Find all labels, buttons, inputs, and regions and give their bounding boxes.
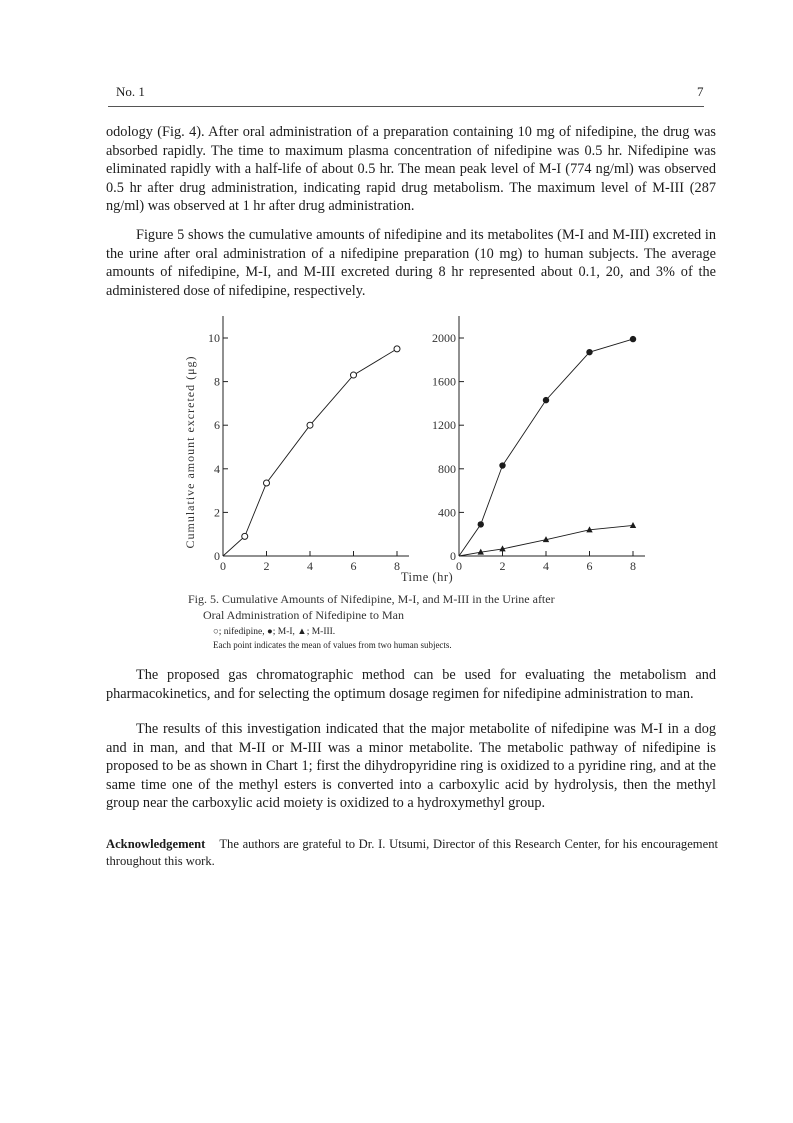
body-paragraph-3: The proposed gas chromatographic method can be used for evaluating the metabolism and pharmacokinetics, and for selecting the optimum dosage regimen for nifedipine administration to man. [106,667,716,702]
x-tick-label: 8 [630,559,636,573]
data-point [307,422,313,428]
figure-legend: ○; nifedipine, ●; M-I, ▲; M-III. [213,627,336,637]
data-point [586,349,592,355]
y-tick-label: 10 [208,331,220,345]
x-tick-label: 4 [543,559,549,573]
right-panel [432,316,645,573]
x-tick-label: 0 [220,559,226,573]
y-tick-label: 0 [450,549,456,563]
body-paragraph-1: odology (Fig. 4). After oral administration of a preparation containing 10 mg of nifedipine, the drug was absorbed rapidly. The time to maximum plasma concentration of nifedipine was 0.5 hr. Nifedipine was eliminated rapidly with a half-life of about 0.5 hr. The mean peak level of M-I (774 ng/ml) was observed 0.5 hr after drug administration, indicating rapid drug metabolism. The maximum level of M-III (287 ng/ml) was observed at 1 hr after drug administration. [106,124,716,215]
x-axis-label: Time (hr) [400,570,454,584]
body-paragraph-4: The results of this investigation indicated that the major metabolite of nifedipine was M-I in a dog and in man, and that M-II or M-III was a minor metabolite. The metabolic pathway of nifedipine is proposed to be as shown in Chart 1; first the dihydropyridine ring is oxidized to a pyridine ring, and at the same time one of the methyl esters is converted into a carboxylic acid by hydrolysis, then the methyl group near the carboxylic acid moiety is oxidized to a hydroxymethyl group. [106,721,716,812]
data-point [543,397,549,403]
data-point [264,480,270,486]
x-tick-label: 8 [394,559,400,573]
y-tick-label: 4 [214,461,220,476]
series-line [223,349,397,556]
data-point [630,522,636,528]
x-tick-label: 4 [307,559,313,573]
x-tick-label: 6 [350,559,357,573]
y-tick-label: 2 [214,505,220,520]
series-line [459,339,633,556]
y-tick-label: 400 [438,505,456,520]
journal-issue: No. 1 [116,84,145,99]
figure-note: Each point indicates the mean of values from two human subjects. [213,640,452,650]
x-tick-label: 2 [263,559,270,573]
figure-caption-line-1: Fig. 5. Cumulative Amounts of Nifedipine, M-I, and M-III in the Urine after [188,592,555,606]
y-tick-label: 0 [214,549,220,563]
data-point [630,336,636,342]
data-point [242,533,248,539]
x-tick-label: 0 [456,559,462,573]
y-tick-label: 1600 [432,374,456,389]
y-tick-label: 2000 [432,331,456,345]
data-point [499,462,505,468]
y-tick-label: 1200 [432,418,456,433]
x-tick-label: 2 [499,559,506,573]
acknowledgement-heading: Acknowledgement [106,837,206,851]
acknowledgement-text: The authors are grateful to Dr. I. Utsumi, Director of this Research Center, for his encouragement throughout this work. [106,837,718,868]
left-panel [208,316,409,573]
y-axis-label: Cumulative amount excreted (μg) [183,355,197,549]
acknowledgement [106,836,718,870]
x-tick-label: 6 [586,559,593,573]
data-point [478,521,484,527]
y-tick-label: 800 [438,461,456,476]
data-point [394,346,400,352]
y-tick-label: 6 [214,418,220,433]
page-number: 7 [697,84,704,99]
figure-caption-line-2: Oral Administration of Nifedipine to Man [203,608,404,622]
body-paragraph-2: Figure 5 shows the cumulative amounts of nifedipine and its metabolites (M-I and M-III) excreted in the urine after oral administration of a nifedipine preparation (10 mg) to human subjects. The average amounts of nifedipine, M-I, and M-III excreted during 8 hr represented about 0.1, 20, and 3% of the administered dose of nifedipine, respectively. [106,227,716,299]
y-tick-label: 8 [214,374,220,389]
data-point [351,372,357,378]
